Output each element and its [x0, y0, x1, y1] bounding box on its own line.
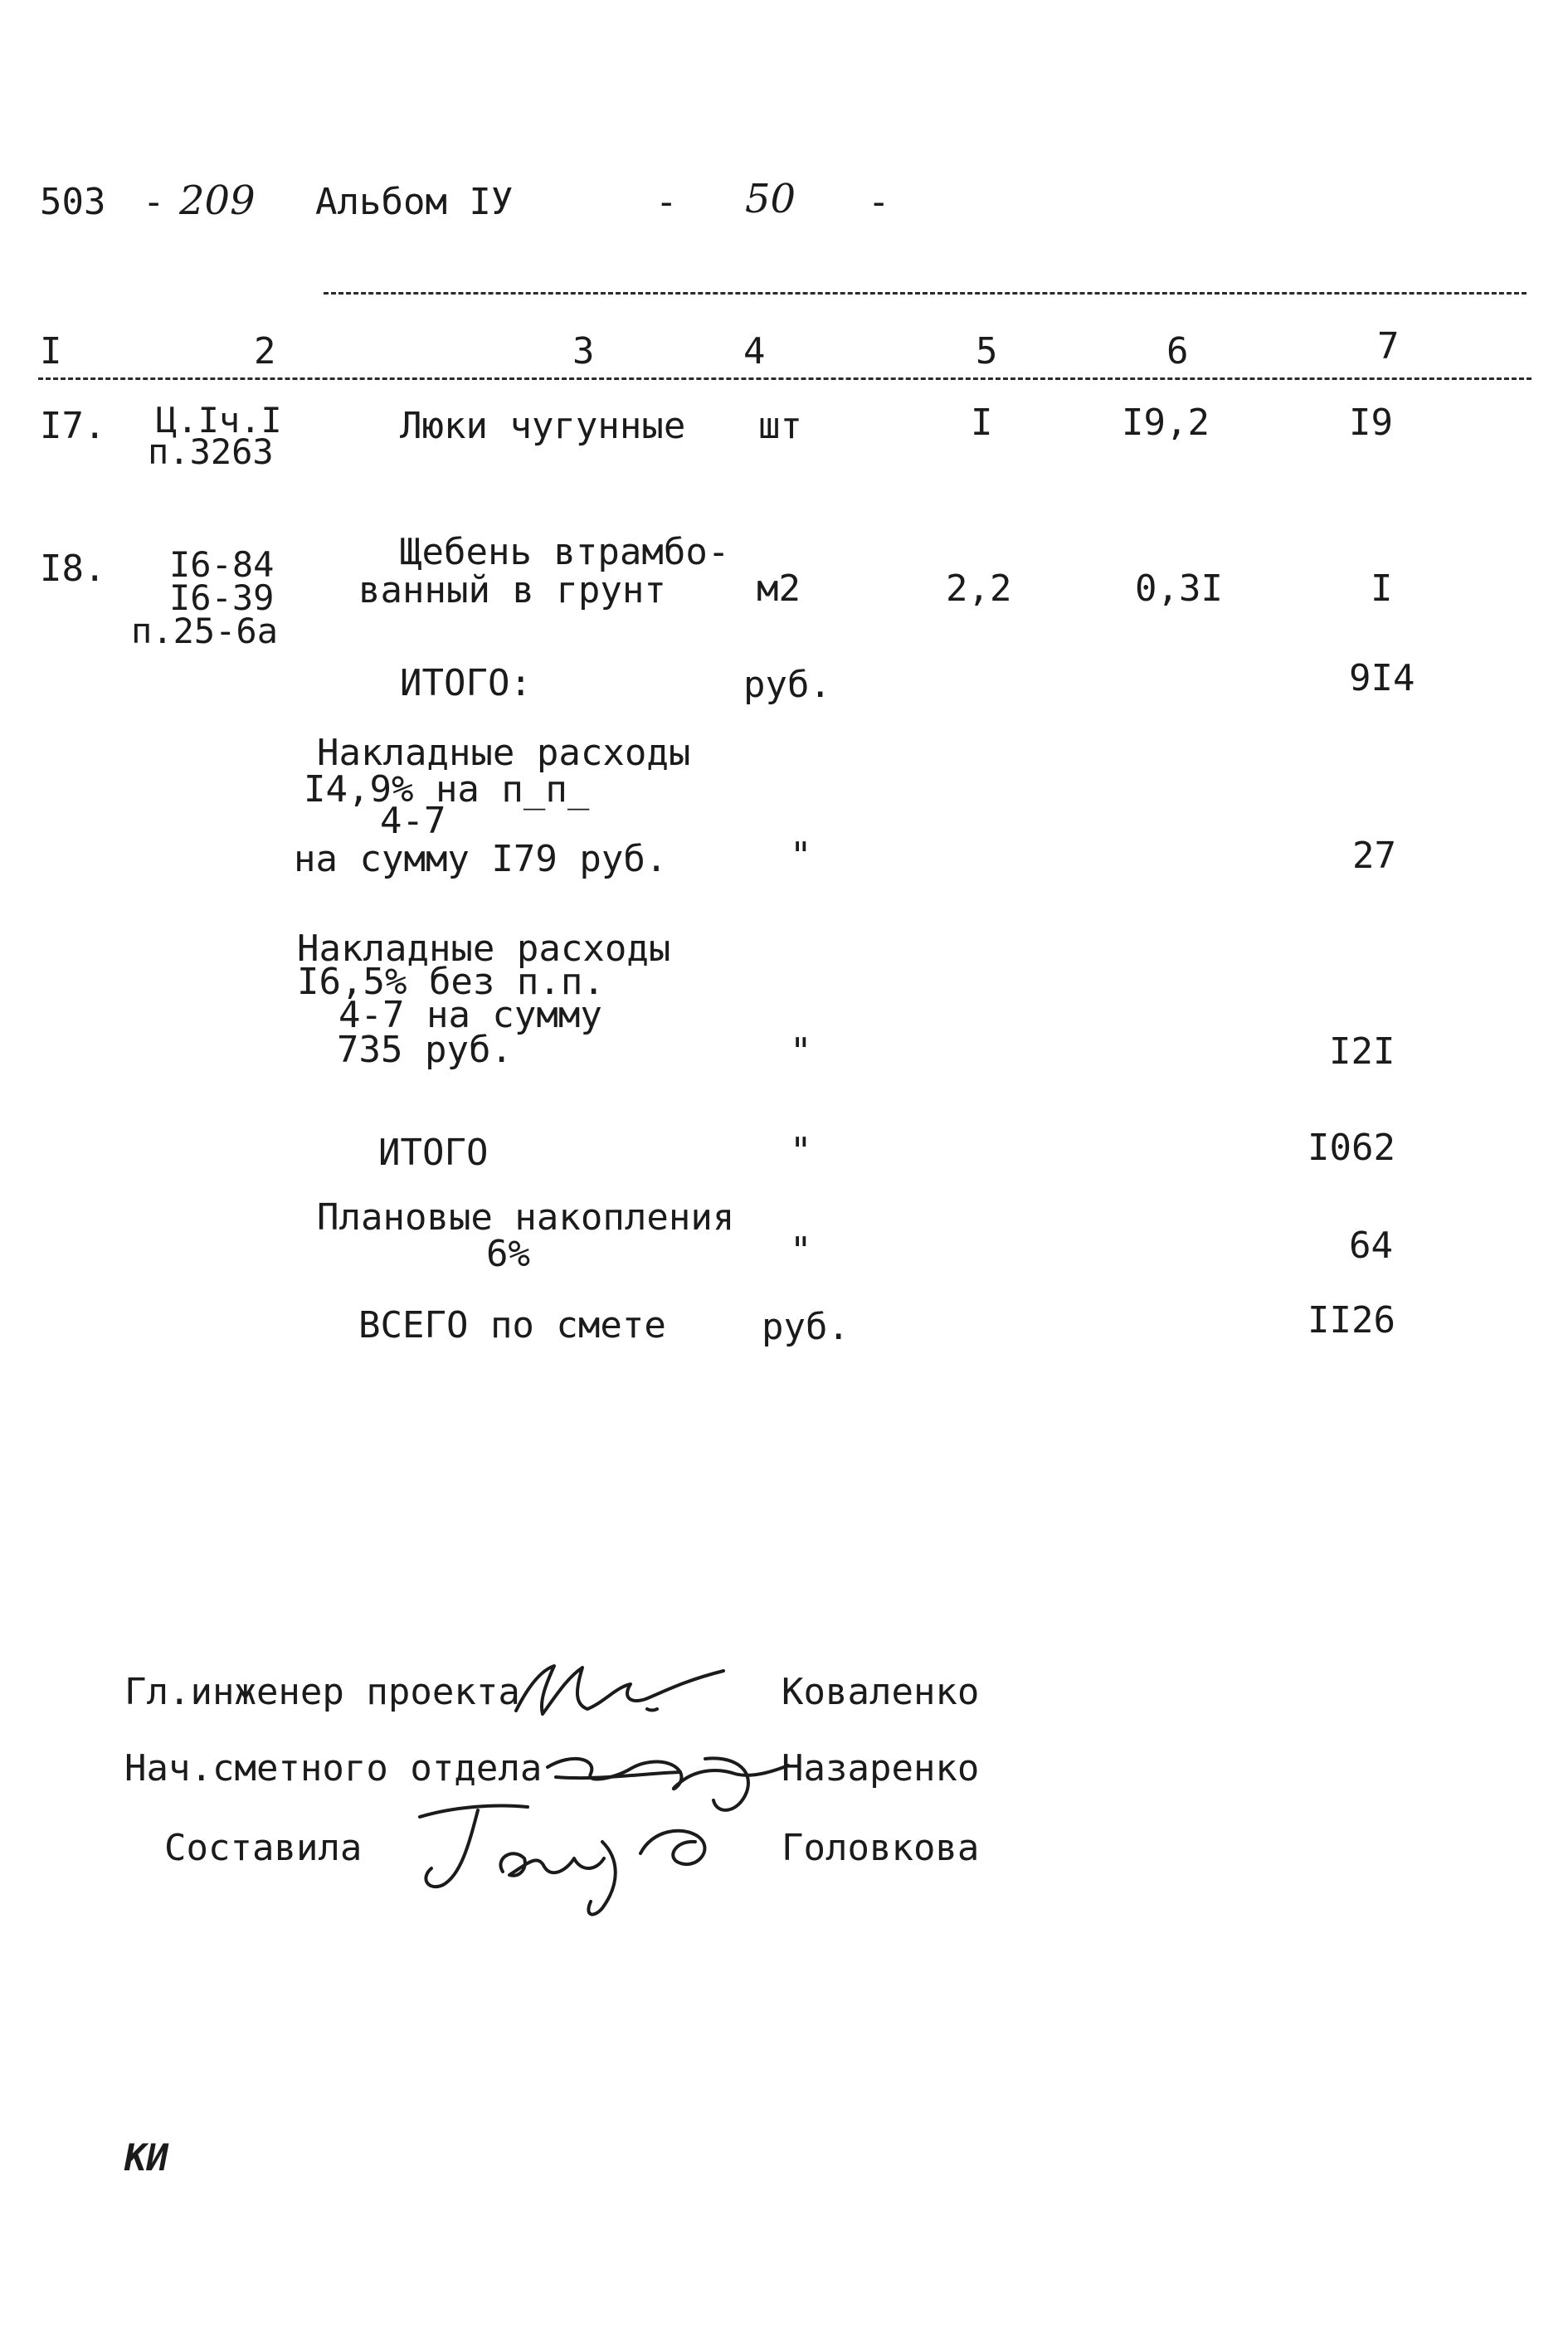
summary-total: 27 [1352, 835, 1396, 877]
summary-label-line: на сумму I79 руб. [294, 838, 668, 880]
row-qty: 2,2 [946, 567, 1012, 610]
row-code-line: п.25-6а [131, 611, 279, 651]
summary-label-line: Накладные расходы [317, 732, 691, 774]
summary-total: 64 [1349, 1225, 1393, 1267]
summary-total: II26 [1307, 1299, 1395, 1342]
summary-label-line: 4-7 на сумму [338, 994, 602, 1036]
summary-unit: " [790, 1030, 812, 1073]
summary-unit: руб. [743, 664, 831, 706]
row-name-line: Щебень втрамбо- [400, 531, 730, 573]
header-dash: - [143, 181, 165, 223]
col-header-2: 2 [254, 330, 276, 373]
signature-name: Головкова [782, 1827, 980, 1869]
col-header-4: 4 [743, 330, 766, 373]
summary-total: 9I4 [1349, 657, 1415, 699]
summary-unit: " [790, 1230, 812, 1272]
series-number: 503 [40, 181, 106, 223]
signature-role: Составила [164, 1827, 363, 1869]
row-name: Люки чугунные [400, 405, 686, 447]
summary-label-line: 4-7 [380, 800, 446, 842]
footer-mark: КИ [124, 2137, 168, 2179]
top-rule [324, 292, 1527, 295]
page-number: 50 [745, 176, 796, 222]
signature-mark [506, 1651, 747, 1729]
signature-mark [403, 1792, 752, 1928]
summary-label: ВСЕГО по смете [358, 1304, 666, 1346]
row-qty: I [971, 402, 993, 444]
summary-unit: " [790, 835, 812, 877]
summary-label-line: I6,5% без п.п. [297, 961, 605, 1003]
row-number: I8. [40, 548, 106, 590]
summary-label-line: Накладные расходы [297, 928, 671, 970]
col-header-6: 6 [1166, 330, 1189, 373]
header-rule [38, 377, 1531, 380]
row-total: I9 [1349, 402, 1393, 444]
summary-label-line: I4,9% на п_п_ [304, 768, 590, 811]
project-number: 209 [179, 178, 256, 224]
row-code-line: I6-84 [169, 544, 275, 585]
row-code-line: п.3263 [148, 431, 274, 472]
header-dash: - [655, 181, 678, 223]
row-price: 0,3I [1135, 567, 1223, 610]
summary-label: ИТОГО: [400, 662, 532, 704]
row-price: I9,2 [1122, 402, 1210, 444]
row-number: I7. [40, 405, 106, 447]
summary-label: ИТОГО [378, 1132, 489, 1174]
col-header-3: 3 [572, 330, 595, 373]
header-dash: - [868, 181, 890, 223]
signature-name: Назаренко [782, 1747, 980, 1790]
signature-role: Гл.инженер проекта [124, 1671, 520, 1713]
row-unit: шт [758, 405, 802, 447]
signature-name: Коваленко [782, 1671, 980, 1713]
signature-role: Нач.сметного отдела [124, 1747, 543, 1790]
col-header-7: 7 [1377, 325, 1400, 368]
row-total: I [1371, 567, 1393, 610]
summary-unit: " [790, 1130, 812, 1172]
summary-total: I062 [1307, 1127, 1395, 1169]
album-label: Альбом IУ [315, 181, 514, 223]
row-code-line: I6-39 [169, 577, 275, 618]
summary-label-line: 735 руб. [337, 1029, 513, 1071]
col-header-5: 5 [976, 330, 998, 373]
row-unit: м2 [757, 567, 801, 610]
row-code-line: Ц.Iч.I [156, 400, 282, 441]
summary-label-line: 6% [486, 1233, 530, 1275]
summary-label-line: Плановые накопления [317, 1196, 735, 1239]
col-header-1: I [40, 330, 62, 373]
summary-unit: руб. [762, 1306, 850, 1348]
summary-total: I2I [1329, 1030, 1395, 1073]
row-name-line: ванный в грунт [358, 569, 666, 611]
